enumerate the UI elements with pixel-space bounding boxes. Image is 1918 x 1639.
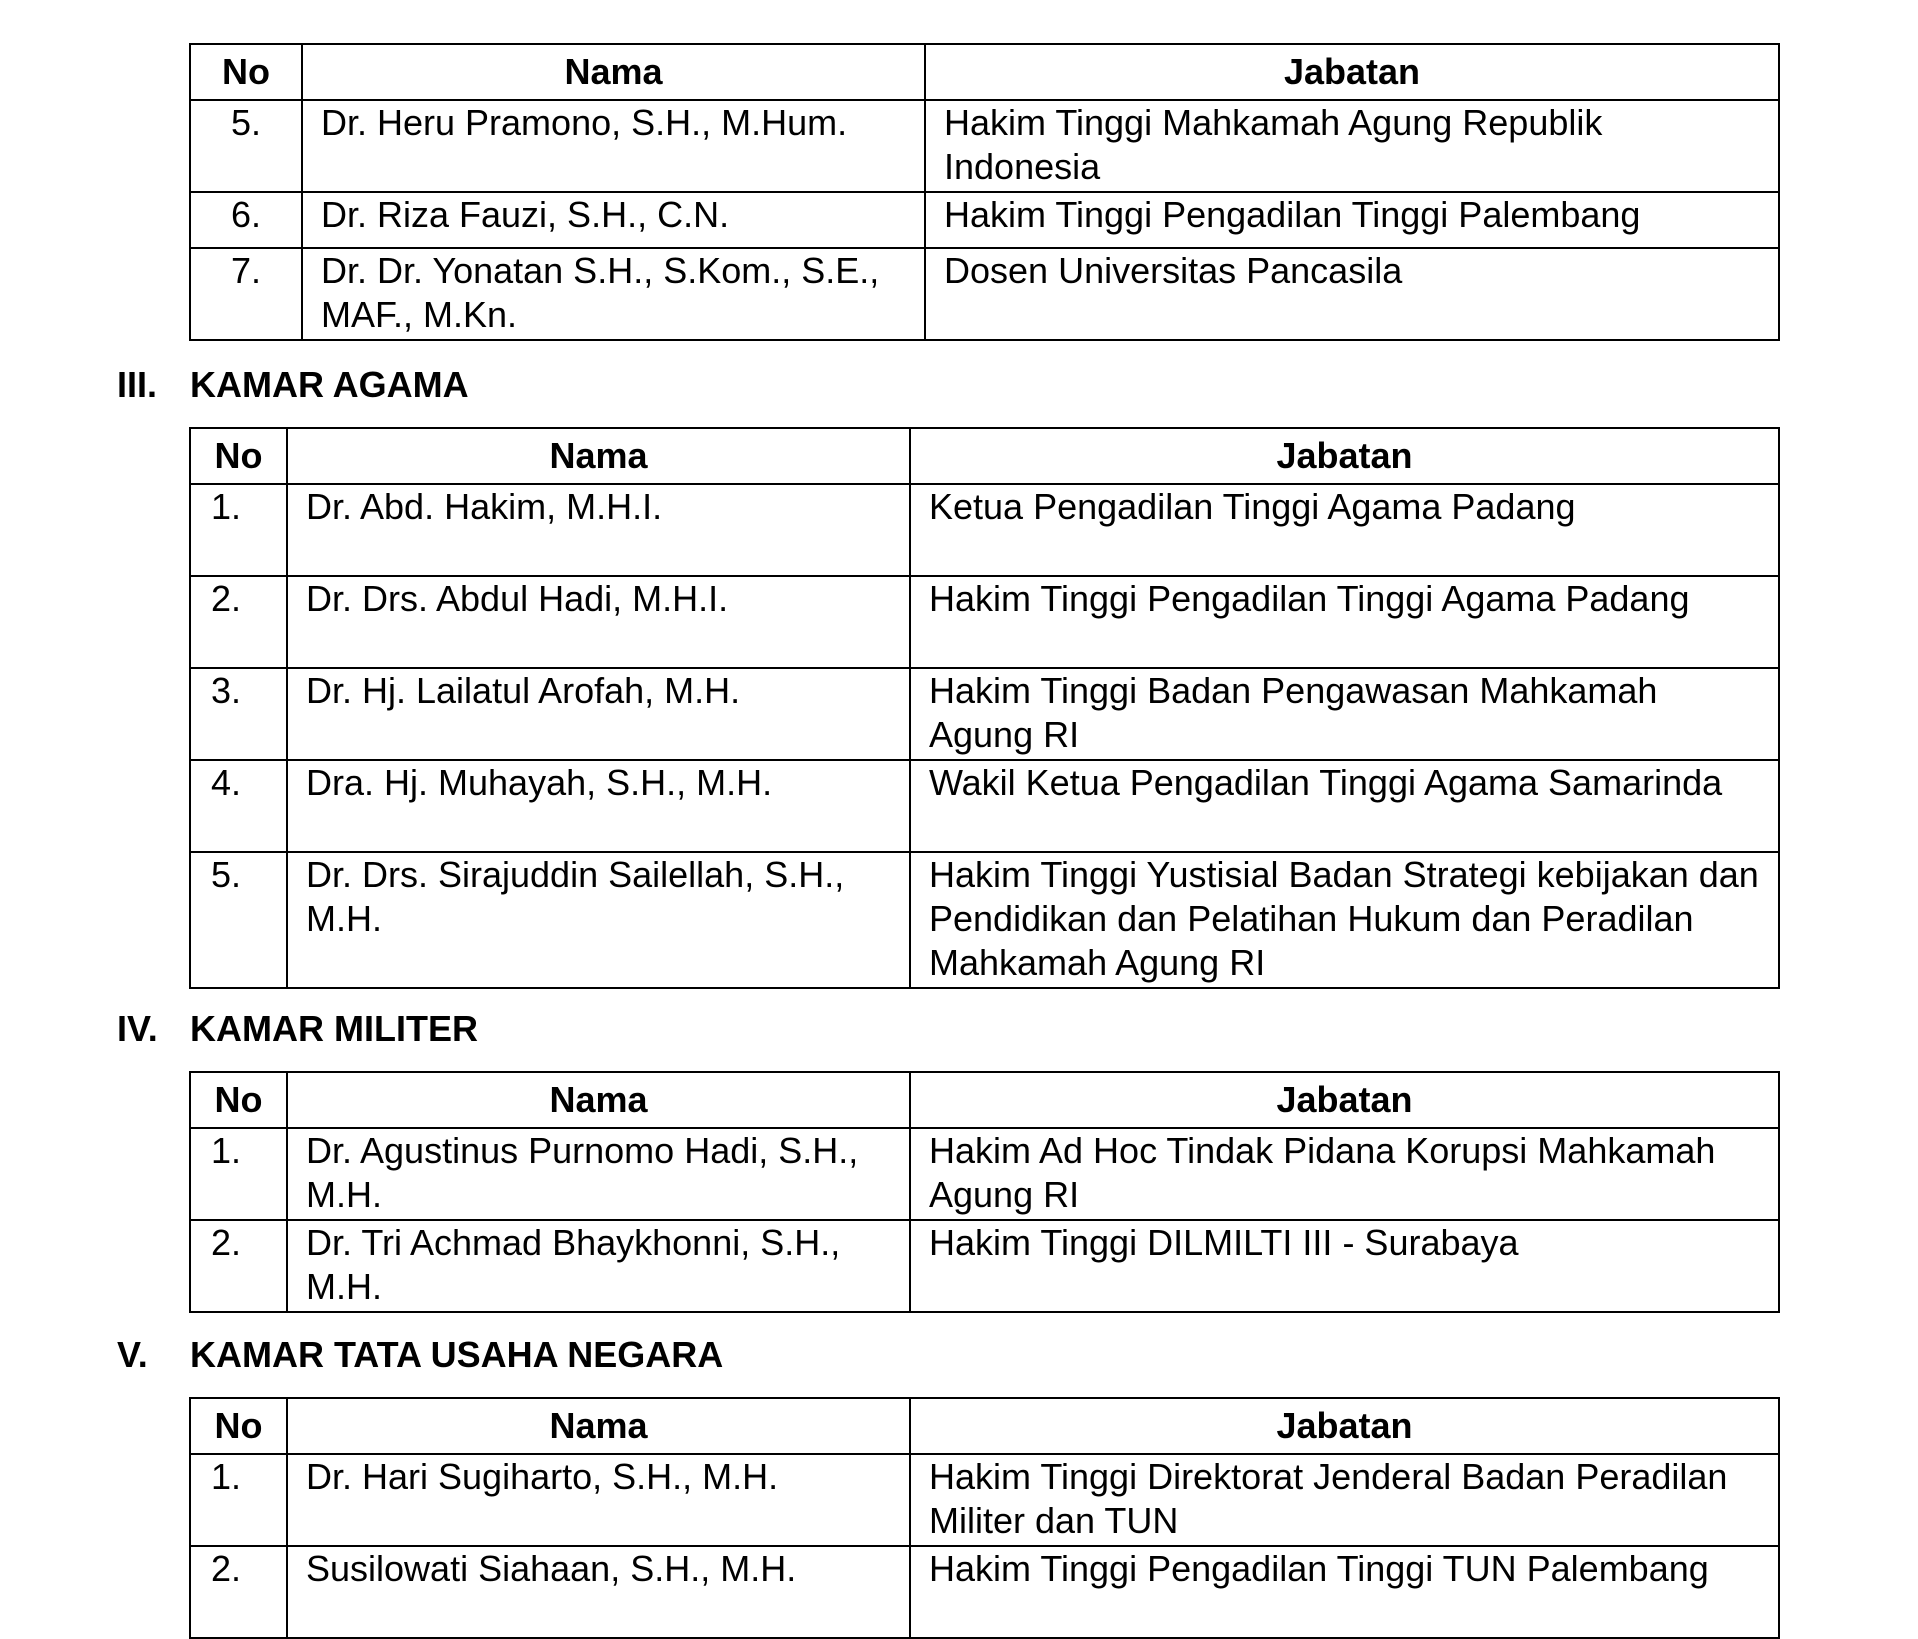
table-row [190, 248, 1779, 340]
table-header-row [190, 428, 1779, 484]
table-row [190, 1546, 1779, 1638]
row-jabatan: Ketua Pengadilan Tinggi Agama Padang [910, 484, 1779, 576]
row-nama: Dr. Heru Pramono, S.H., M.Hum. [302, 100, 925, 192]
row-no: 2. [190, 1220, 287, 1312]
section-heading-kamar-tata-usaha-negara [117, 1333, 723, 1377]
header-no: No [190, 428, 287, 484]
table-row [190, 1220, 1779, 1312]
row-no: 7. [190, 248, 302, 340]
row-nama: Dr. Drs. Sirajuddin Sailellah, S.H., M.H. [287, 852, 910, 988]
section-number: IV. [117, 1008, 158, 1049]
row-no: 5. [190, 100, 302, 192]
table-row [190, 100, 1779, 192]
row-jabatan: Wakil Ketua Pengadilan Tinggi Agama Samarinda [910, 760, 1779, 852]
header-no: No [190, 1398, 287, 1454]
table-continuation [189, 43, 1780, 341]
row-no: 1. [190, 1454, 287, 1546]
row-nama: Dr. Hj. Lailatul Arofah, M.H. [287, 668, 910, 760]
row-jabatan: Hakim Tinggi Direktorat Jenderal Badan Peradilan Militer dan TUN [910, 1454, 1779, 1546]
section-title: KAMAR MILITER [190, 1008, 478, 1049]
table-kamar-agama [189, 427, 1780, 989]
row-nama: Dr. Tri Achmad Bhaykhonni, S.H., M.H. [287, 1220, 910, 1312]
row-jabatan: Dosen Universitas Pancasila [925, 248, 1779, 340]
row-no: 2. [190, 576, 287, 668]
section-number: III. [117, 364, 158, 405]
header-nama: Nama [287, 1072, 910, 1128]
section-number: V. [117, 1334, 148, 1375]
row-nama: Dr. Dr. Yonatan S.H., S.Kom., S.E., MAF., M.Kn. [302, 248, 925, 340]
row-jabatan: Hakim Tinggi Pengadilan Tinggi Palembang [925, 192, 1779, 248]
section-title: KAMAR AGAMA [190, 364, 469, 405]
row-no: 4. [190, 760, 287, 852]
row-nama: Dr. Agustinus Purnomo Hadi, S.H., M.H. [287, 1128, 910, 1220]
row-jabatan: Hakim Tinggi Yustisial Badan Strategi kebijakan dan Pendidikan dan Pelatihan Hukum dan Peradilan Mahkamah Agung RI [910, 852, 1779, 988]
header-no: No [190, 44, 302, 100]
row-jabatan: Hakim Ad Hoc Tindak Pidana Korupsi Mahkamah Agung RI [910, 1128, 1779, 1220]
table-row [190, 668, 1779, 760]
row-nama: Dr. Drs. Abdul Hadi, M.H.I. [287, 576, 910, 668]
row-no: 3. [190, 668, 287, 760]
table-row [190, 192, 1779, 248]
header-no: No [190, 1072, 287, 1128]
header-nama: Nama [287, 1398, 910, 1454]
row-no: 5. [190, 852, 287, 988]
table-row [190, 576, 1779, 668]
row-jabatan: Hakim Tinggi DILMILTI III - Surabaya [910, 1220, 1779, 1312]
row-no: 2. [190, 1546, 287, 1638]
row-jabatan: Hakim Tinggi Pengadilan Tinggi TUN Palembang [910, 1546, 1779, 1638]
row-no: 1. [190, 484, 287, 576]
header-nama: Nama [302, 44, 925, 100]
row-nama: Dr. Hari Sugiharto, S.H., M.H. [287, 1454, 910, 1546]
row-no: 1. [190, 1128, 287, 1220]
header-jabatan: Jabatan [910, 1398, 1779, 1454]
row-nama: Dr. Riza Fauzi, S.H., C.N. [302, 192, 925, 248]
row-nama: Dr. Abd. Hakim, M.H.I. [287, 484, 910, 576]
section-heading-kamar-agama [117, 363, 469, 407]
table-row [190, 484, 1779, 576]
table-kamar-militer [189, 1071, 1780, 1313]
row-nama: Dra. Hj. Muhayah, S.H., M.H. [287, 760, 910, 852]
table-kamar-tata-usaha-negara [189, 1397, 1780, 1639]
row-jabatan: Hakim Tinggi Badan Pengawasan Mahkamah Agung RI [910, 668, 1779, 760]
row-jabatan: Hakim Tinggi Mahkamah Agung Republik Indonesia [925, 100, 1779, 192]
header-jabatan: Jabatan [910, 428, 1779, 484]
table-header-row [190, 1398, 1779, 1454]
table-row [190, 1454, 1779, 1546]
row-nama: Susilowati Siahaan, S.H., M.H. [287, 1546, 910, 1638]
section-heading-kamar-militer [117, 1007, 478, 1051]
section-title: KAMAR TATA USAHA NEGARA [190, 1334, 724, 1375]
header-jabatan: Jabatan [925, 44, 1779, 100]
header-jabatan: Jabatan [910, 1072, 1779, 1128]
table-header-row [190, 1072, 1779, 1128]
row-jabatan: Hakim Tinggi Pengadilan Tinggi Agama Padang [910, 576, 1779, 668]
table-header-row [190, 44, 1779, 100]
table-row [190, 852, 1779, 988]
header-nama: Nama [287, 428, 910, 484]
table-row [190, 760, 1779, 852]
table-row [190, 1128, 1779, 1220]
row-no: 6. [190, 192, 302, 248]
